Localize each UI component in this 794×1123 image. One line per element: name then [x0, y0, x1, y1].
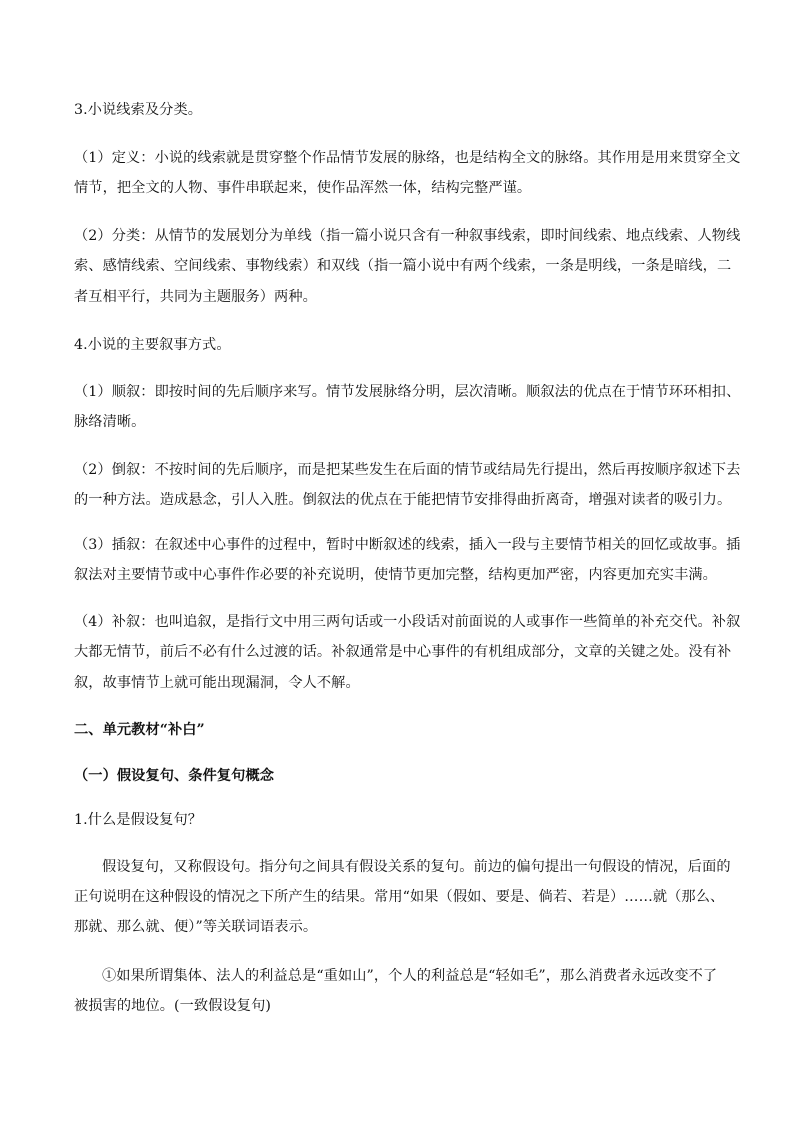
section-3-heading: 3.小说线索及分类。 — [74, 102, 203, 118]
interpolation-line-1: （3）插叙：在叙述中心事件的过程中，暂时中断叙述的线索，插入一段与主要情节相关的回忆或故事。插 — [74, 537, 741, 553]
interpolation-line-2: 叙法对主要情节或中心事件作必要的补充说明，使情节更加完整，结构更加严密，内容更加充实丰满。 — [74, 567, 717, 583]
part-2-heading: 二、单元教材“补白” — [74, 722, 205, 738]
chronological-line-1: （1）顺叙：即按时间的先后顺序来写。情节发展脉络分明，层次清晰。顺叙法的优点在于情节环环相扣、 — [74, 384, 741, 400]
hypothetical-line-2: 正句说明在这种假设的情况之下所产生的结果。常用“如果（假如、要是、倘若、若是）……就（那么、 — [74, 889, 725, 905]
example-line-1: ①如果所谓集体、法人的利益总是“重如山”，个人的利益总是“轻如毛”，那么消费者永远改变不了 — [102, 968, 718, 984]
definition-line-2: 情节，把全文的人物、事件串联起来，使作品浑然一体，结构完整严谨。 — [74, 180, 532, 196]
example-line-2: 被损害的地位。(一致假设复句) — [74, 998, 272, 1014]
hypothetical-line-1: 假设复句，又称假设句。指分句之间具有假设关系的复句。前边的偏句提出一句假设的情况，后面的 — [102, 859, 731, 875]
section-4-heading: 4.小说的主要叙事方式。 — [74, 337, 231, 353]
flashback-line-2: 的一种方法。造成悬念，引人入胜。倒叙法的优点在于能把情节安排得曲折离奇，增强对读者的吸引力。 — [74, 492, 732, 508]
hypothetical-line-3: 那就、那么就、便）”等关联词语表示。 — [74, 919, 318, 935]
classification-line-1: （2）分类：从情节的发展划分为单线（指一篇小说只含有一种叙事线索，即时间线索、地点线索、人物线 — [74, 228, 741, 244]
classification-line-2: 索、感情线索、空间线索、事物线索）和双线（指一篇小说中有两个线索，一条是明线，一条是暗线，二 — [74, 258, 732, 274]
subsection-1-heading: （一）假设复句、条件复句概念 — [74, 768, 275, 784]
question-heading: 1.什么是假设复句？ — [74, 812, 203, 828]
supplementary-line-2: 大都无情节，前后不必有什么过渡的话。补叙通常是中心事件的有机组成部分，文章的关键之处。没有补 — [74, 644, 732, 660]
chronological-line-2: 脉络清晰。 — [74, 414, 146, 430]
classification-line-3: 者互相平行，共同为主题服务）两种。 — [74, 289, 317, 305]
supplementary-line-1: （4）补叙：也叫追叙，是指行文中用三两句话或一小段话对前面说的人或事作一些简单的补充交代。补叙 — [74, 614, 741, 630]
definition-line-1: （1）定义：小说的线索就是贯穿整个作品情节发展的脉络，也是结构全文的脉络。其作用是用来贯穿全文 — [74, 150, 741, 166]
flashback-line-1: （2）倒叙：不按时间的先后顺序，而是把某些发生在后面的情节或结局先行提出，然后再按顺序叙述下去 — [74, 462, 741, 478]
supplementary-line-3: 叙，故事情节上就可能出现漏洞，令人不解。 — [74, 675, 360, 691]
